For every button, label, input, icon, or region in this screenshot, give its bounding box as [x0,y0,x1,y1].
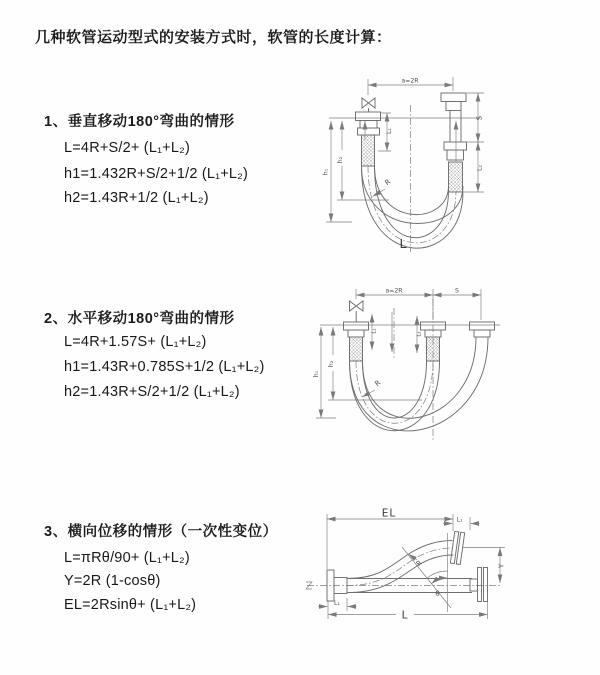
valve-icon-2 [350,301,364,322]
d3-straight-pipe [347,568,488,602]
d2-height-dimensions [313,327,422,418]
diagram-horizontal-move-180 [313,286,508,451]
d1-hose-arcs [362,166,464,248]
d1-move-dimension [464,93,484,192]
d1-length-label: L [399,236,407,251]
d1-span-label: a=2R [401,77,419,85]
d3-offset-dimension [463,548,506,584]
section-2-heading: 2、水平移动180°弯曲的情形 [44,311,235,327]
section-3-formula-el: EL=2Rsinθ+ (L₁+L₂) [64,597,197,613]
d2-h-outer-label: h₁ [313,370,320,378]
d2-left-pipe [344,322,369,361]
d3-fit-left-label: L₁ [334,600,340,607]
section-1-formula-h1: h1=1.432R+S/2+1/2 (L₁+L₂) [64,166,249,182]
d2-h-inner-label: h₂ [328,360,335,368]
d1-h-outer-label: h₁ [322,168,330,176]
d3-fit-right-dimension [443,517,480,531]
section-1-formula-length: L=4R+S/2+ (L₁+L₂) [64,140,190,156]
section-2-formula-length: L=4R+1.57S+ (L₁+L₂) [64,334,207,350]
diagram-vertical-move-180 [315,72,507,257]
d3-offset-label: Y [497,563,506,569]
d2-hose-arcs [350,337,489,431]
d3-length-dimension [328,602,488,622]
section-2-formula-h1: h1=1.43R+0.785S+1/2 (L₁+L₂) [64,359,265,375]
d1-height-dimensions [322,121,393,222]
d3-tilted-flange [450,531,464,564]
d3-el-dimension [327,508,453,570]
d1-left-pipe [356,112,381,166]
d1-top-dimension [368,77,453,95]
d3-length-label: L [401,609,409,622]
d3-radius-label: R [414,558,424,569]
d2-top-dimension [356,288,481,321]
page-title: 几种软管运动型式的安装方式时，软管的长度计算： [35,29,392,46]
d2-span-label: a=2R [385,287,403,295]
d1-h-inner-label: h₂ [337,156,344,164]
d1-right-pipe [441,93,467,192]
section-3-formula-y: Y=2R (1-cosθ) [64,573,161,589]
diagram-lateral-displacement [303,505,508,655]
d2-fitting-dimensions [372,312,423,353]
section-1-formula-h2: h2=1.43R+1/2 (L₁+L₂) [64,190,209,206]
section-1-heading: 1、垂直移动180°弯曲的情形 [44,114,235,130]
d1-radius-label: R [383,177,393,188]
section-3-formula-length: L=πRθ/90+ (L₁+L₂) [64,550,190,566]
d3-span-label: EL [381,507,397,520]
d2-radius-label: R [373,378,383,389]
section-2-formula-h2: h2=1.43R+S/2+1/2 (L₁+L₂) [64,384,240,400]
d2-right-pipe [470,322,495,337]
d3-fit-left-dimension [318,598,357,611]
d1-move-label: S [475,115,484,121]
d2-fit-right-label: L₂ [416,331,423,337]
d1-fit-left-label: L₁ [386,128,393,134]
d2-move-label: S [455,287,459,295]
d3-fit-right-label: L₁ [456,516,463,524]
d1-fit-right-label: L₂ [476,165,484,171]
d2-fit-left-label: L₁ [371,328,378,334]
valve-icon [362,98,375,112]
d3-angle-label: θ [435,590,440,598]
section-3-heading: 3、横向位移的情形（一次性变位） [44,524,278,540]
